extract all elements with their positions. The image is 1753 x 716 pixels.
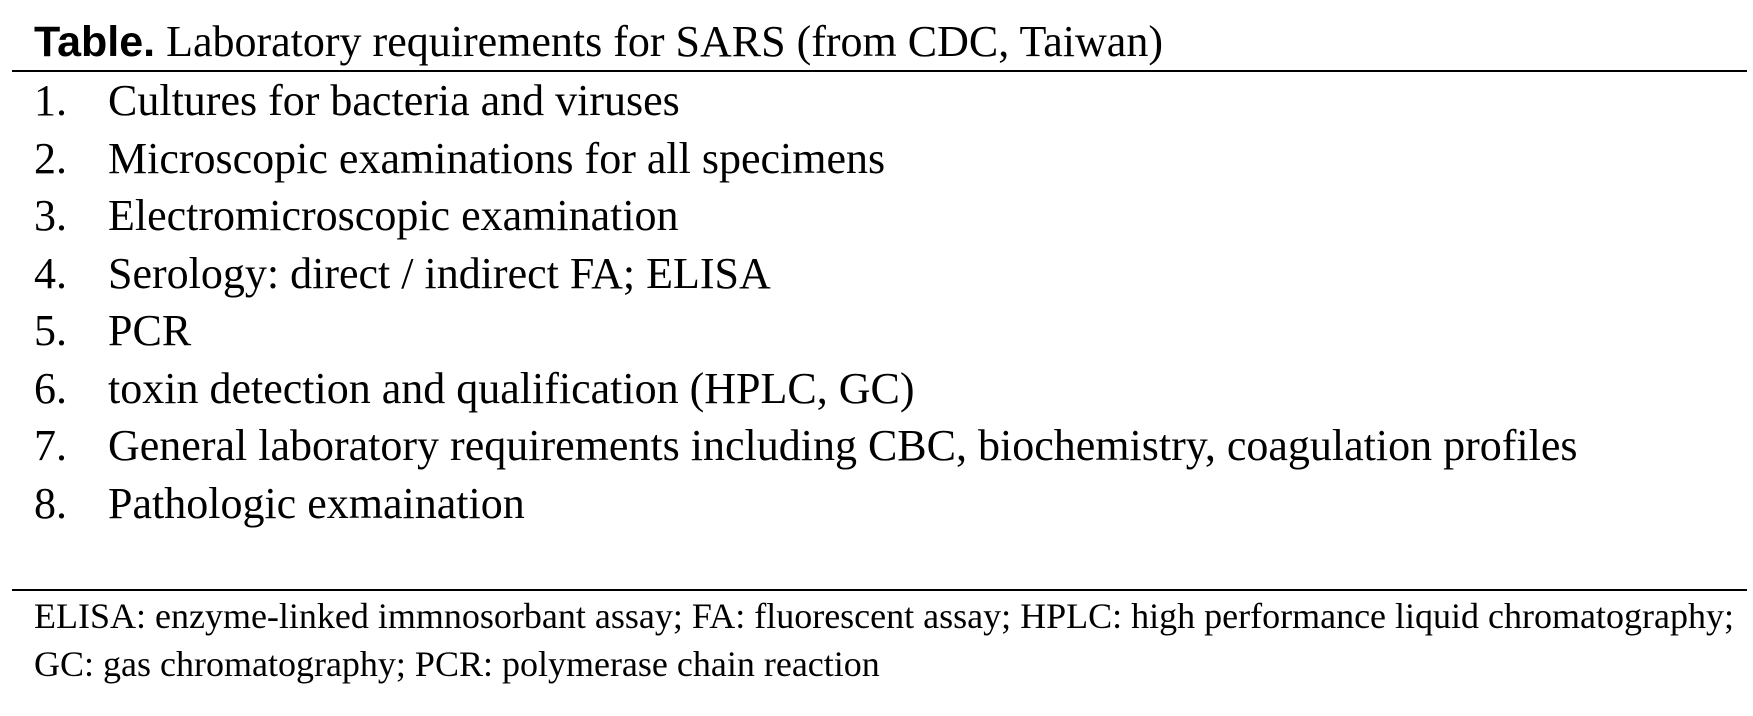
item-text: Serology: direct / indirect FA; ELISA <box>108 248 771 298</box>
item-text: Cultures for bacteria and viruses <box>108 76 680 125</box>
item-number: 6. <box>34 363 67 413</box>
item-text: Pathologic exmaination <box>108 478 525 528</box>
list-item <box>34 417 1726 475</box>
list-item <box>34 360 1726 418</box>
item-number: 1. <box>34 76 67 125</box>
table-caption <box>34 14 1163 70</box>
item-text: General laboratory requirements including CBC, biochemistry, coagulation profiles <box>108 421 1578 470</box>
bottom-rule <box>12 589 1747 591</box>
abbreviations-footnote: ELISA: enzyme-linked immnosorbant assay; FA: fluorescent assay; HPLC: high performance liquid chromatography; GC: gas chromatography; PCR: polymerase chain reaction <box>34 596 1734 684</box>
requirements-list <box>34 72 1726 532</box>
table-title: Laboratory requirements for SARS (from CDC, Taiwan) <box>166 17 1163 66</box>
item-number: 3. <box>34 191 67 240</box>
item-number: 8. <box>34 478 67 528</box>
list-item <box>34 187 1726 245</box>
list-item <box>34 72 1726 130</box>
item-number: 4. <box>34 248 67 298</box>
list-item <box>34 302 1726 360</box>
list-item <box>34 130 1726 188</box>
table-label: Table. <box>34 18 156 66</box>
item-number: 7. <box>34 421 67 470</box>
item-text: PCR <box>108 306 192 355</box>
item-text: Microscopic examinations for all specimens <box>108 133 886 183</box>
item-number: 2. <box>34 133 67 183</box>
item-text: toxin detection and qualification (HPLC, GC) <box>108 363 915 413</box>
item-text: Electromicroscopic examination <box>108 191 679 240</box>
list-item <box>34 475 1726 533</box>
item-number: 5. <box>34 306 67 355</box>
list-item <box>34 245 1726 303</box>
